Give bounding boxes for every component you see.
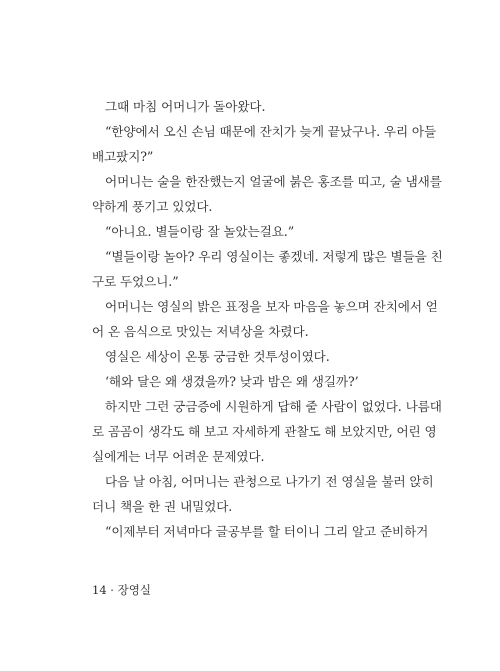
text-line: 다음 날 아침, 어머니는 관청으로 나가기 전 영실을 불러 앉히	[105, 474, 434, 489]
text-line: “이제부터 저녁마다 글공부를 할 터이니 그리 알고 준비하거	[105, 524, 429, 539]
text-line: 배고팠지?”	[92, 149, 154, 164]
text-line: 어머니는 술을 한잔했는지 얼굴에 붉은 홍조를 띠고, 술 냄새를	[105, 174, 442, 189]
text-line: 어머니는 영실의 밝은 표정을 보자 마음을 놓으며 잔치에서 얻	[105, 299, 438, 314]
book-title: 장영실	[117, 583, 151, 597]
text-line: 영실은 세상이 온통 궁금한 것투성이였다.	[105, 349, 330, 364]
text-line: 약하게 풍기고 있었다.	[92, 199, 213, 214]
text-line: 로 곰곰이 생각도 해 보고 자세하게 관찰도 해 보았지만, 어린 영	[92, 424, 437, 439]
text-line: 구로 두었으니.”	[92, 274, 179, 289]
page-number: 14	[92, 583, 107, 597]
text-line: “별들이랑 놀아? 우리 영실이는 좋겠네. 저렇게 많은 별들을 친	[105, 249, 443, 264]
text-line: 더니 책을 한 권 내밀었다.	[92, 499, 233, 514]
text-line: ‘해와 달은 왜 생겼을까? 낮과 밤은 왜 생길까?’	[105, 374, 359, 389]
text-line: “한양에서 오신 손님 때문에 잔치가 늦게 끝났구나. 우리 아들	[105, 124, 437, 139]
text-line: 어 온 음식으로 맛있는 저녁상을 차렸다.	[92, 324, 309, 339]
text-line: “아니요. 별들이랑 잘 놀았는걸요.”	[105, 224, 295, 239]
body-text	[92, 94, 443, 544]
footer-separator: ·	[110, 583, 114, 597]
text-line: 실에게는 너무 어려운 문제였다.	[92, 449, 265, 464]
text-line: 그때 마침 어머니가 돌아왔다.	[105, 99, 266, 114]
page-footer	[92, 582, 151, 598]
text-line: 하지만 그런 궁금증에 시원하게 답해 줄 사람이 없었다. 나름대	[105, 399, 442, 414]
